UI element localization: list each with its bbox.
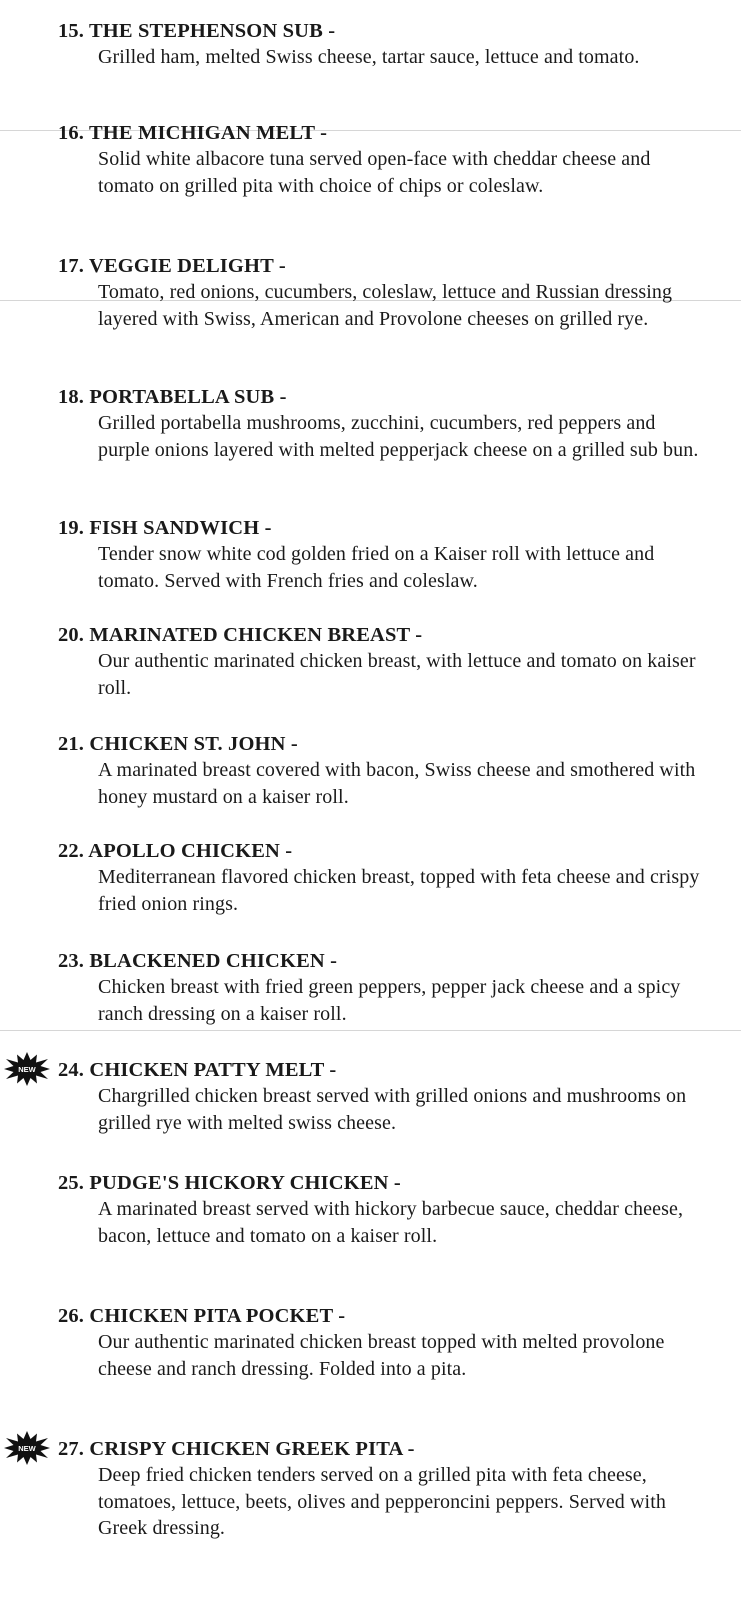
item-title: BLACKENED CHICKEN xyxy=(89,950,325,972)
item-title: CHICKEN ST. JOHN xyxy=(89,733,286,755)
item-description: Mediterranean flavored chicken breast, topped with feta cheese and crispy fried onion rings. xyxy=(98,866,700,915)
item-heading xyxy=(58,515,272,541)
item-separator: - xyxy=(338,1305,346,1327)
starburst-new-icon xyxy=(4,1431,50,1465)
item-number: 23. xyxy=(58,950,85,972)
item-number: 24. xyxy=(58,1059,85,1081)
item-heading xyxy=(58,1303,345,1329)
item-separator: - xyxy=(393,1172,401,1194)
item-number: 18. xyxy=(58,386,85,408)
item-number: 27. xyxy=(58,1438,85,1460)
badge-label: NEW xyxy=(18,1444,36,1453)
item-title: FISH SANDWICH xyxy=(89,517,260,539)
item-heading xyxy=(58,120,327,146)
item-separator: - xyxy=(279,386,287,408)
item-description: Grilled portabella mushrooms, zucchini, cucumbers, red peppers and purple onions layered with melted pepperjack cheese on a grilled sub bun. xyxy=(98,412,699,461)
item-title: THE STEPHENSON SUB xyxy=(88,20,323,42)
item-heading xyxy=(58,731,298,757)
item-heading xyxy=(58,948,337,974)
item-description: Tomato, red onions, cucumbers, coleslaw, lettuce and Russian dressing layered with Swiss, American and Provolone cheeses on grilled rye. xyxy=(98,281,673,330)
item-separator: - xyxy=(285,840,293,862)
item-description: Chargrilled chicken breast served with grilled onions and mushrooms on grilled rye with melted swiss cheese. xyxy=(98,1085,687,1134)
item-separator: - xyxy=(290,733,298,755)
item-number: 25. xyxy=(58,1172,85,1194)
item-description: Solid white albacore tuna served open-face with cheddar cheese and tomato on grilled pita with choice of chips or coleslaw. xyxy=(98,148,651,197)
item-heading xyxy=(58,838,292,864)
item-description: Chicken breast with fried green peppers, pepper jack cheese and a spicy ranch dressing on a kaiser roll. xyxy=(98,976,681,1025)
item-heading xyxy=(58,1170,401,1196)
item-title: CHICKEN PATTY MELT xyxy=(89,1059,325,1081)
item-description: A marinated breast covered with bacon, Swiss cheese and smothered with honey mustard on a kaiser roll. xyxy=(98,759,696,808)
item-number: 17. xyxy=(58,255,85,277)
item-number: 21. xyxy=(58,733,85,755)
item-description: Our authentic marinated chicken breast topped with melted provolone cheese and ranch dressing. Folded into a pita. xyxy=(98,1331,665,1380)
item-title: APOLLO CHICKEN xyxy=(88,840,280,862)
item-number: 19. xyxy=(58,517,85,539)
item-number: 16. xyxy=(58,122,85,144)
item-title: MARINATED CHICKEN BREAST xyxy=(89,624,410,646)
item-separator: - xyxy=(264,517,272,539)
item-number: 15. xyxy=(58,20,85,42)
item-title: CRISPY CHICKEN GREEK PITA xyxy=(89,1438,403,1460)
item-heading xyxy=(58,18,335,44)
item-separator: - xyxy=(278,255,286,277)
item-description: Our authentic marinated chicken breast, with lettuce and tomato on kaiser roll. xyxy=(98,650,696,699)
item-description: Grilled ham, melted Swiss cheese, tartar sauce, lettuce and tomato. xyxy=(98,46,640,68)
item-separator: - xyxy=(415,624,423,646)
item-heading xyxy=(58,1057,336,1083)
show-through-line xyxy=(0,1030,741,1031)
item-number: 22. xyxy=(58,840,85,862)
item-description: Deep fried chicken tenders served on a grilled pita with feta cheese, tomatoes, lettuce, beets, olives and pepperoncini peppers. Served with Greek dressing. xyxy=(98,1464,666,1539)
starburst-new-icon xyxy=(4,1052,50,1086)
item-description: Tender snow white cod golden fried on a Kaiser roll with lettuce and tomato. Served with French fries and coleslaw. xyxy=(98,543,655,592)
item-title: CHICKEN PITA POCKET xyxy=(89,1305,333,1327)
badge-label: NEW xyxy=(18,1065,36,1074)
item-separator: - xyxy=(328,20,336,42)
item-separator: - xyxy=(320,122,328,144)
item-separator: - xyxy=(330,950,338,972)
item-heading xyxy=(58,384,287,410)
item-title: VEGGIE DELIGHT xyxy=(88,255,274,277)
item-separator: - xyxy=(329,1059,337,1081)
item-number: 26. xyxy=(58,1305,85,1327)
item-separator: - xyxy=(407,1438,415,1460)
item-heading xyxy=(58,1436,415,1462)
item-title: PORTABELLA SUB xyxy=(89,386,275,408)
item-heading xyxy=(58,622,422,648)
item-title: THE MICHIGAN MELT xyxy=(88,122,315,144)
item-number: 20. xyxy=(58,624,85,646)
item-title: PUDGE'S HICKORY CHICKEN xyxy=(89,1172,389,1194)
item-heading xyxy=(58,253,286,279)
item-description: A marinated breast served with hickory barbecue sauce, cheddar cheese, bacon, lettuce and tomato on a kaiser roll. xyxy=(98,1198,684,1247)
